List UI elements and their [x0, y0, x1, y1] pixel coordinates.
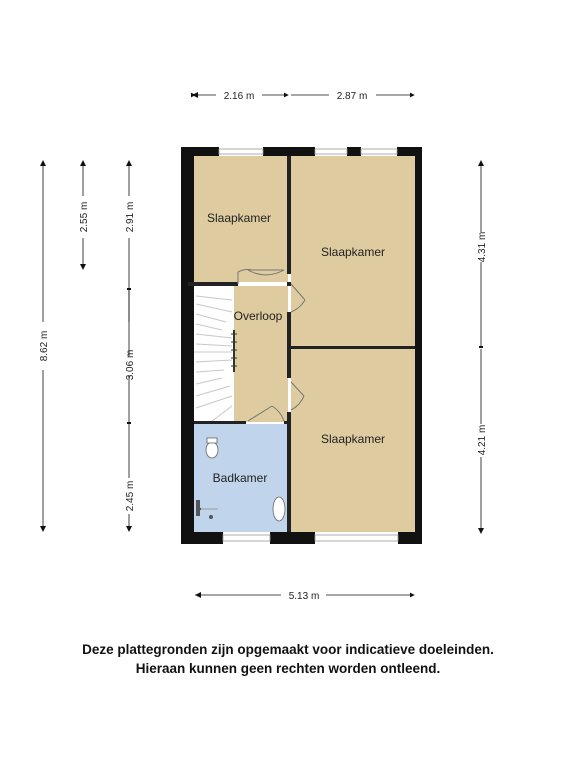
sink-icon: [273, 497, 285, 521]
dim-label-left-total: 8.62 m: [39, 330, 50, 362]
dim-label-left-upper: 2.91 m: [125, 201, 136, 233]
dim-label-left-lower: 2.45 m: [125, 480, 136, 512]
disclaimer-line-1: Deze plattegronden zijn opgemaakt voor indicatieve doeleinden.: [82, 642, 494, 657]
staircase: [194, 286, 234, 421]
room-label-bedroom-top-left: Slaapkamer: [206, 211, 272, 225]
room-label-bathroom: Badkamer: [212, 471, 268, 485]
shower-drain-icon: [209, 515, 213, 519]
dim-label-top-left: 2.16 m: [223, 91, 255, 102]
room-label-landing: Overloop: [233, 309, 283, 323]
disclaimer-line-2: Hieraan kunnen geen rechten worden ontleend.: [135, 661, 441, 676]
room-label-bedroom-bottom-right: Slaapkamer: [320, 432, 386, 446]
landing-floor: [234, 286, 288, 422]
toilet-icon: [206, 442, 218, 458]
dim-label-left-upper-inner: 2.55 m: [79, 201, 90, 233]
dim-label-right-upper: 4.31 m: [477, 231, 488, 263]
dim-label-right-lower: 4.21 m: [477, 424, 488, 456]
dim-label-top-right: 2.87 m: [336, 91, 368, 102]
dim-label-left-middle: 3.06 m: [125, 349, 136, 381]
room-label-bedroom-top-right: Slaapkamer: [320, 245, 386, 259]
dim-label-bottom-total: 5.13 m: [288, 591, 320, 602]
